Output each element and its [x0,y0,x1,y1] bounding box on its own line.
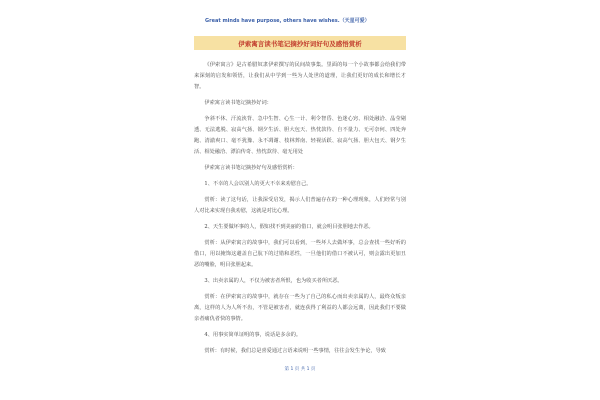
header-quote: Great minds have purpose, others have wishes.（天星可爱） [205,18,370,24]
document-body [194,60,406,362]
words-list-paragraph: 争斜不休、汗流浃背、急中生智、心生一计、利令智昏、色迷心窍、相处融洽、晶莹剔透、无法逃脱、寂高气扬、钢夕生活、胆大包天、热忱款待、自不量力、无可奈何、四处奔跑、清澈爽口、毫不犹豫、永不凋谢、枝林葬南、轻视活跃、寂高气扬、胆大包天、钢夕生活、相处融洽、漂泊传奇、热忱款待、毫无用处 [194,116,406,155]
title-banner [194,36,406,50]
section-heading-sentences: 伊索寓言读书笔记摘抄好句及感悟赏析： [204,165,298,171]
analysis-3: 赏析：在伊索寓言的故事中，就存在一些为了自己的私心而出卖亲属的人，最终众叛亲离，这样的人为人所不齿，不管是被害者，就连获得了利益的人都会远离，因此我们不要做亲者痛仇者快的事情。 [194,294,406,322]
quote-4: 4、用事实简单证明的事，说话是多余的。 [204,332,302,338]
page-footer: 第 1 页 共 1 页 [284,367,316,372]
document-title: 伊索寓言读书笔记摘抄好词好句及感悟赏析 [238,39,362,48]
analysis-2: 赏析：从伊索寓言的故事中，我们可以看到，一些坏人去做坏事，总会查找一些好听的借口，用以掩饰这避盖自己肮下的过错和恶性，一旦他们的借口不被认可，则会露出更加丑恶的嘴脸，明目张胆起来。 [194,240,406,268]
analysis-4: 赏析：有时候，我们总是喜爱通过言语来说明一些事情，往往会发生争论，导致 [204,348,386,354]
quote-1: 1、不幸的人会以别人的更大不幸来劝慰自己。 [204,181,312,187]
intro-paragraph: 《伊索寓言》是古希腊奴隶伊索撰写的民间故事集。里面的每一个小故事都会给我们带来深刻的启发和领悟，让我们从中学到一些为人处世的道理，让我们更好的成长和增长才智。 [194,62,406,90]
analysis-1: 赏析：读了这句话，让我深受启发，揭示人们普遍存在的一种心理现象，人们经常与别人对比来实现自我劝慰，这就是对比心理。 [194,197,406,214]
section-heading-words: 伊索寓言读书笔记摘抄好词： [204,100,272,106]
quote-2: 2、天生要做坏事的人，假如找不到美丽的借口，就会明目张胆地去作恶。 [204,224,374,230]
quote-3: 3、出卖亲属的人，不仅为被害者所恨，也为收买者所厌恶。 [204,278,343,284]
